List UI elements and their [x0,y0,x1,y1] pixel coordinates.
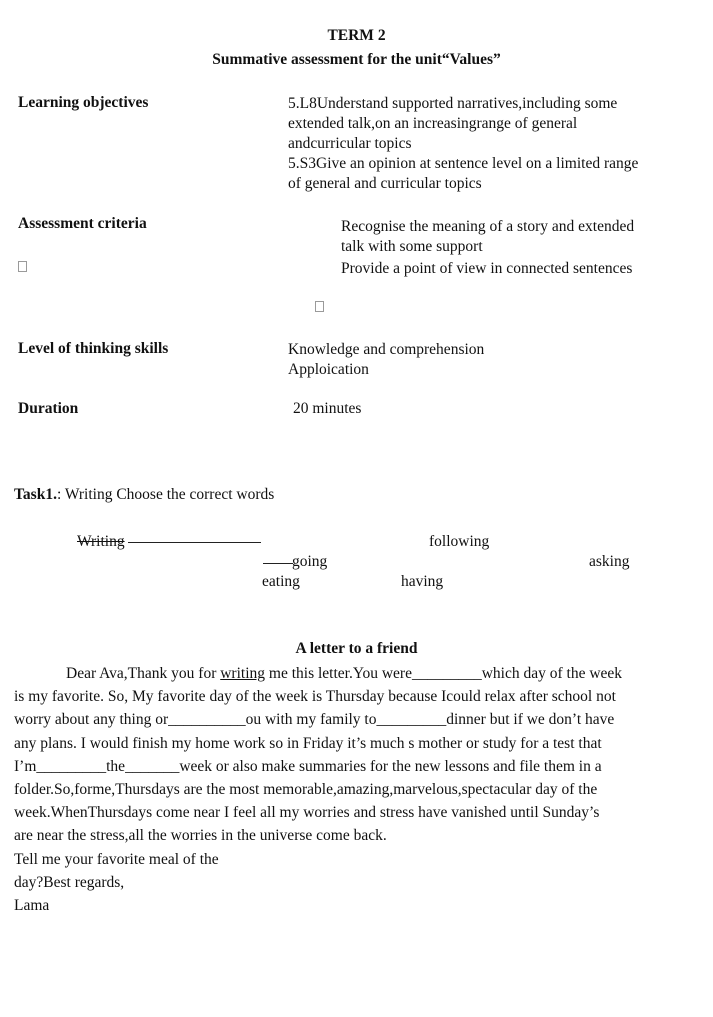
strike-line [128,542,261,543]
word-asking: asking [589,553,630,570]
letter-body [14,662,706,917]
letter-line: Tell me your favorite meal of the [14,850,219,868]
task-heading [14,486,274,504]
criteria-line: talk with some support [341,238,483,255]
duration-label: Duration [18,400,79,417]
duration-value: 20 minutes [293,400,362,417]
bullet-box-icon [18,261,27,272]
skill-line: Knowledge and comprehension [288,341,485,358]
letter-line: are near the stress,all the worries in the universe come back. [14,827,387,845]
objective-line: andcurricular topics [288,135,412,152]
letter-signature: Lama [14,896,50,914]
word-following: following [429,533,490,550]
task-label: Task1. [14,486,57,503]
thinking-skills-text [288,340,484,380]
word-eating: eating [262,573,300,590]
objective-line: of general and curricular topics [288,175,482,192]
learning-objectives-text [288,94,638,194]
criteria-line: Provide a point of view in connected sentences [341,260,633,277]
letter-line: week.WhenThursdays come near I feel all my worries and stress have vanished until Sunday’s [14,804,600,822]
skill-line: Apploication [288,361,369,378]
letter-underlined-word: writing [220,665,266,682]
thinking-skills-label: Level of thinking skills [18,340,169,357]
objective-line: 5.S3Give an opinion at sentence level on a limited range [288,155,639,172]
bullet-box-icon [315,301,324,312]
strike-line [263,563,293,564]
letter-line: folder.So,forme,Thursdays are the most memorable,amazing,marvelous,spectacular day of the [14,780,598,798]
word-writing: Writing [77,533,125,550]
letter-line: any plans. I would finish my home work so in Friday it’s much s mother or study for a test that [14,734,602,752]
word-having: having [401,573,444,590]
term-heading: TERM 2 [327,27,386,44]
letter-text: me this letter.You were_________which day of the week [265,665,623,682]
learning-objectives-label: Learning objectives [18,94,149,111]
letter-text: Dear Ava,Thank you for [66,665,221,682]
word-going: going [292,553,328,570]
letter-title: A letter to a friend [295,640,418,657]
letter-line: is my favorite. So, My favorite day of the week is Thursday because Icould relax after school not [14,688,616,706]
task-instruction: : Writing Choose the correct words [56,486,275,503]
assessment-criteria-label: Assessment criteria [18,215,147,232]
criteria-line: Recognise the meaning of a story and extended [341,218,635,235]
letter-line [14,662,706,685]
letter-line: day?Best regards, [14,873,125,891]
letter-line: I’m_________the_______week or also make summaries for the new lessons and file them in a [14,757,602,775]
page-title: Summative assessment for the unit“Values” [212,51,501,68]
objective-line: 5.L8Understand supported narratives,including some [288,95,618,112]
objective-line: extended talk,on an increasingrange of general [288,115,578,132]
letter-line: worry about any thing or__________ou with my family to_________dinner but if we don’t have [14,711,615,729]
